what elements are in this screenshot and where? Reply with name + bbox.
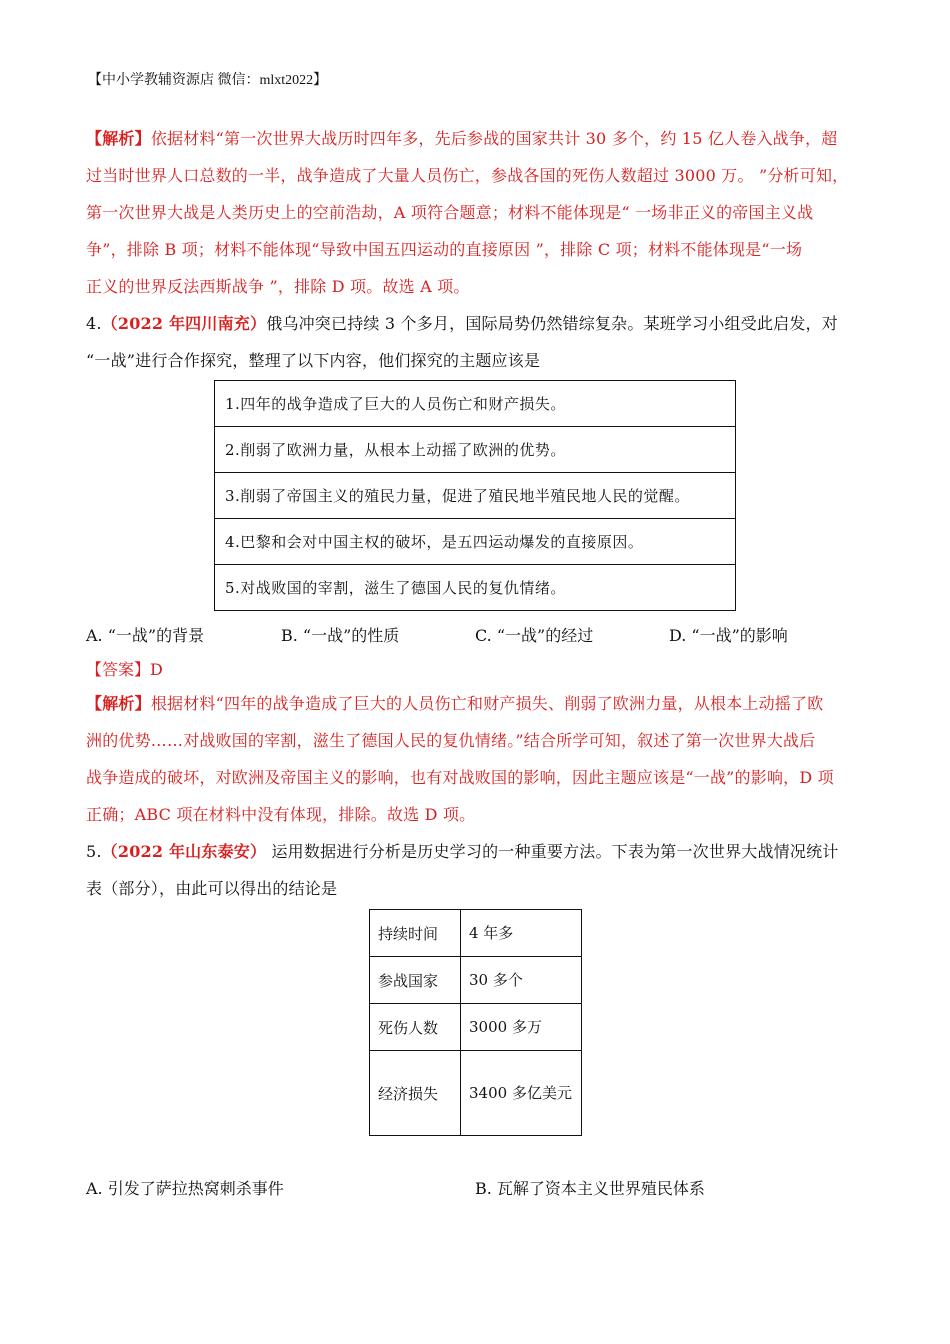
table-row: [370, 957, 582, 1004]
stat-value: 4 年多: [461, 910, 582, 957]
table-row: [215, 427, 736, 473]
question-source: （2022 年四川南充）: [101, 314, 267, 333]
option-a: A. 引发了萨拉热窝刺杀事件: [86, 1179, 284, 1198]
analysis-q4-line-1: 根据材料“四年的战争造成了巨大的人员伤亡和财产损失、削弱了欧洲力量，从根本上动摇了欧: [150, 694, 824, 713]
question-source: （2022 年山东泰安）: [101, 842, 267, 861]
option-d: D. “一战”的影响: [669, 626, 788, 645]
stat-key: 持续时间: [370, 910, 461, 957]
question-5: [86, 833, 870, 907]
question-4: [86, 305, 870, 379]
table-row: [215, 381, 736, 427]
table-row: [370, 1051, 582, 1136]
page-header: 【中小学教辅资源店 微信：mlxt2022】: [88, 73, 328, 88]
material-item: 2.削弱了欧洲力量，从根本上动摇了欧洲的优势。: [215, 427, 736, 473]
stat-key: 参战国家: [370, 957, 461, 1004]
analysis-q4-line-4: 正确；ABC 项在材料中没有体现，排除。故选 D 项。: [86, 805, 476, 824]
analysis-tag: 【解析】: [86, 129, 151, 148]
material-item: 5.对战败国的宰割，滋生了德国人民的复仇情绪。: [215, 565, 736, 611]
stat-value: 3400 多亿美元: [461, 1051, 582, 1136]
analysis-q3-line-1: 依据材料“第一次世界大战历时四年多，先后参战的国家共计 30 多个，约 15 亿人卷入战争，超: [150, 129, 838, 148]
question-stem-line-1: 俄乌冲突已持续 3 个多月，国际局势仍然错综复杂。某班学习小组受此启发，对: [266, 314, 838, 333]
material-item: 1.四年的战争造成了巨大的人员伤亡和财产损失。: [215, 381, 736, 427]
option-c: C. “一战”的经过: [475, 626, 594, 645]
analysis-q3-line-3: 第一次世界大战是人类历史上的空前浩劫，A 项符合题意；材料不能体现是“ 一场非正义的帝国主义战: [86, 203, 814, 222]
statistics-table: [369, 909, 582, 1136]
analysis-q4-line-3: 战争造成的破坏，对欧洲及帝国主义的影响，也有对战败国的影响，因此主题应该是“一战”的影响，D 项: [86, 768, 834, 787]
table-row: [370, 910, 582, 957]
material-item: 3.削弱了帝国主义的殖民力量，促进了殖民地半殖民地人民的觉醒。: [215, 473, 736, 519]
option-b: B. “一战”的性质: [281, 626, 400, 645]
question-number: 4.: [86, 314, 102, 333]
table-row: [215, 519, 736, 565]
option-b: B. 瓦解了资本主义世界殖民体系: [475, 1179, 705, 1198]
analysis-tag: 【解析】: [86, 694, 151, 713]
stat-value: 30 多个: [461, 957, 582, 1004]
table-row: [215, 473, 736, 519]
answer-q4: 【答案】D: [86, 660, 163, 679]
analysis-q3-line-4: 争”，排除 B 项；材料不能体现“导致中国五四运动的直接原因 ”，排除 C 项；材料不能体现是“一场: [86, 240, 803, 259]
table-row: [215, 565, 736, 611]
stat-value: 3000 多万: [461, 1004, 582, 1051]
analysis-q4-line-2: 洲的优势……对战败国的宰割，滋生了德国人民的复仇情绪。”结合所学可知，叙述了第一次世界大战后: [86, 731, 816, 750]
stat-key: 经济损失: [370, 1051, 461, 1136]
analysis-q3-line-5: 正义的世界反法西斯战争 ”，排除 D 项。故选 A 项。: [86, 277, 470, 296]
option-a: A. “一战”的背景: [86, 626, 205, 645]
analysis-q3: [86, 120, 870, 305]
stat-key: 死伤人数: [370, 1004, 461, 1051]
material-table: [214, 380, 736, 611]
question-stem-line-2: “一战”进行合作探究，整理了以下内容，他们探究的主题应该是: [86, 351, 541, 370]
question-stem-line-2: 表（部分），由此可以得出的结论是: [86, 879, 338, 898]
table-row: [370, 1004, 582, 1051]
analysis-q4: [86, 685, 870, 833]
analysis-q3-line-2: 过当时世界人口总数的一半，战争造成了大量人员伤亡，参战各国的死伤人数超过 3000 万。 ”分析可知，: [86, 166, 849, 185]
question-number: 5.: [86, 842, 102, 861]
material-item: 4.巴黎和会对中国主权的破坏，是五四运动爆发的直接原因。: [215, 519, 736, 565]
question-stem-line-1: 运用数据进行分析是历史学习的一种重要方法。下表为第一次世界大战情况统计: [266, 842, 839, 861]
